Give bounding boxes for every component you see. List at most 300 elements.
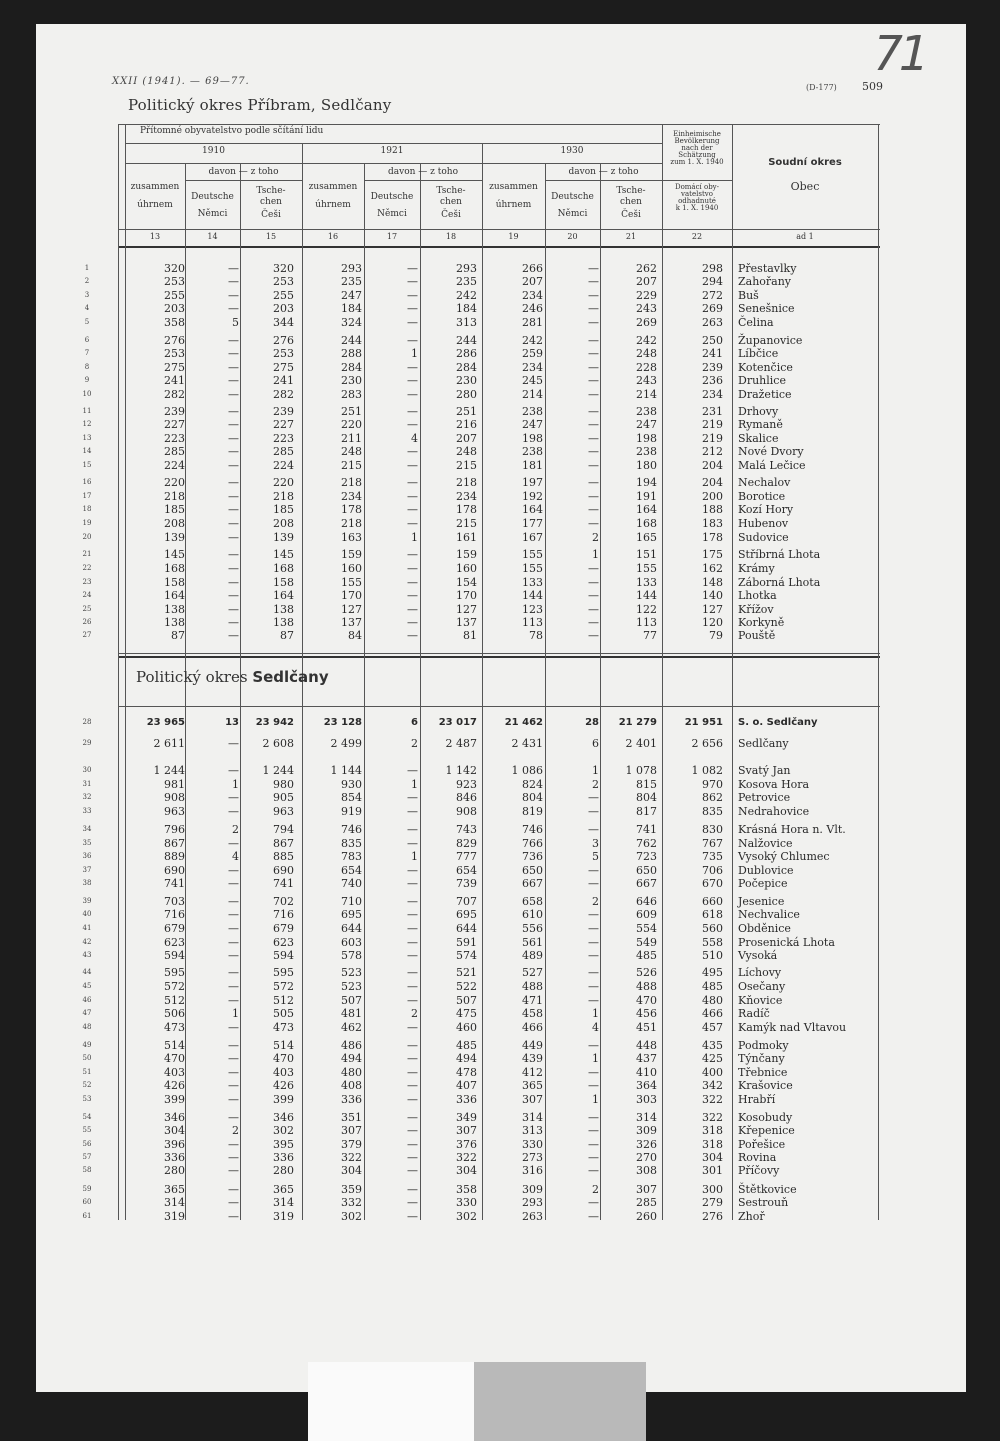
total-1910-cell: 275	[164, 361, 185, 374]
german-1930-cell: —	[588, 589, 599, 602]
tsche-label-1910: Tsche-	[256, 186, 286, 196]
estimate-1940-cell: 175	[702, 548, 723, 561]
table-row	[0, 837, 1000, 850]
row-number-cell: 15	[82, 461, 92, 469]
municipality-cell: Druhlice	[738, 374, 786, 387]
german-1930-cell: 2	[592, 531, 599, 544]
row-number-cell: 21	[82, 550, 92, 558]
german-1910-cell: —	[228, 864, 239, 877]
german-1930-cell: —	[588, 823, 599, 836]
czech-1921-cell: 695	[456, 908, 477, 921]
row-number-cell: 12	[82, 420, 92, 428]
total-1930-cell: 819	[522, 805, 543, 818]
chen-label-1910: chen	[260, 197, 282, 207]
table-row	[0, 517, 1000, 530]
total-1910-cell: 470	[164, 1052, 185, 1065]
german-1910-cell: —	[228, 908, 239, 921]
german-1910-cell: —	[228, 445, 239, 458]
total-1921-cell: 235	[341, 275, 362, 288]
german-1921-cell: —	[407, 616, 418, 629]
czech-1930-cell: 180	[636, 459, 657, 472]
row-number-cell: 56	[82, 1140, 92, 1148]
total-1921-cell: 332	[341, 1196, 362, 1209]
row-number-cell: 35	[82, 839, 92, 847]
total-1910-cell: 138	[164, 603, 185, 616]
municipality-cell: Nedrahovice	[738, 805, 810, 818]
czech-1930-cell: 488	[636, 980, 657, 993]
german-1921-cell: —	[407, 1066, 418, 1079]
estimate-1940-cell: 298	[702, 262, 723, 275]
table-row	[0, 1111, 1000, 1124]
german-1930-cell: —	[588, 864, 599, 877]
german-1921-cell: —	[407, 275, 418, 288]
table-row	[0, 966, 1000, 979]
row-number-cell: 31	[82, 780, 92, 788]
municipality-cell: Hrabří	[738, 1093, 776, 1106]
estimate-1940-cell: 318	[702, 1124, 723, 1137]
czech-1921-cell: 178	[456, 503, 477, 516]
estimate-header-de: Einheimische Bevölkerung nach der Schätzung zum 1. X. 1940	[670, 130, 724, 166]
total-1921-cell: 740	[341, 877, 362, 890]
german-1930-cell: —	[588, 908, 599, 921]
table-row	[0, 334, 1000, 347]
total-1930-cell: 164	[522, 503, 543, 516]
czech-1910-cell: 963	[273, 805, 294, 818]
total-1930-cell: 177	[522, 517, 543, 530]
total-1910-cell: 255	[164, 289, 185, 302]
row-number-cell: 52	[82, 1081, 92, 1089]
czech-1921-cell: 161	[456, 531, 477, 544]
total-1930-cell: 471	[522, 994, 543, 1007]
german-1910-cell: —	[228, 805, 239, 818]
zusammen-label-1930: zusammen	[489, 182, 538, 192]
german-1910-cell: —	[228, 895, 239, 908]
municipality-cell: Krásná Hora n. Vlt.	[738, 823, 846, 836]
czech-1930-cell: 243	[636, 374, 657, 387]
czech-1930-cell: 723	[636, 850, 657, 863]
czech-1930-cell: 122	[636, 603, 657, 616]
total-1921-cell: 481	[341, 1007, 362, 1020]
german-1910-cell: —	[228, 418, 239, 431]
municipality-cell: Přestavlky	[738, 262, 797, 275]
german-1921-cell: —	[407, 334, 418, 347]
municipality-cell: Borotice	[738, 490, 786, 503]
row-number-cell: 48	[82, 1023, 92, 1031]
czech-1930-cell: 309	[636, 1124, 657, 1137]
german-1921-cell: 2	[411, 1007, 418, 1020]
total-1910-cell: 981	[164, 778, 185, 791]
czech-1921-cell: 230	[456, 374, 477, 387]
row-number-cell: 18	[82, 505, 92, 513]
german-1921-cell: 1	[411, 850, 418, 863]
total-1910-cell: 594	[164, 949, 185, 962]
total-1921-cell: 155	[341, 576, 362, 589]
czech-1910-cell: 319	[273, 1210, 294, 1223]
total-1930-cell: 155	[522, 562, 543, 575]
table-row	[0, 275, 1000, 288]
german-1921-cell: —	[407, 490, 418, 503]
czech-1921-cell: 358	[456, 1183, 477, 1196]
total-1930-cell: 650	[522, 864, 543, 877]
estimate-1940-cell: 830	[702, 823, 723, 836]
total-1930-cell: 281	[522, 316, 543, 329]
estimate-1940-cell: 767	[702, 837, 723, 850]
estimate-divider	[663, 180, 732, 181]
german-1910-cell: —	[228, 616, 239, 629]
czech-1921-cell: 707	[456, 895, 477, 908]
total-1910-cell: 889	[164, 850, 185, 863]
total-1921-cell: 302	[341, 1210, 362, 1223]
czech-1921-cell: 234	[456, 490, 477, 503]
czech-1921-cell: 215	[456, 517, 477, 530]
estimate-1940-cell: 200	[702, 490, 723, 503]
total-1930-cell: 365	[522, 1079, 543, 1092]
total-1930-cell: 561	[522, 936, 543, 949]
german-1930-cell: —	[588, 316, 599, 329]
czech-1921-cell: 248	[456, 445, 477, 458]
table-top-rule	[118, 124, 880, 125]
total-1910-cell: 164	[164, 589, 185, 602]
row-number-cell: 39	[82, 897, 92, 905]
total-1930-cell: 242	[522, 334, 543, 347]
municipality-cell: Skalice	[738, 432, 779, 445]
municipality-cell: Příčovy	[738, 1164, 780, 1177]
total-1930-cell: 2 431	[511, 737, 543, 750]
german-1910-cell: 2	[232, 823, 239, 836]
municipality-cell: Osečany	[738, 980, 786, 993]
estimate-1940-cell: 219	[702, 432, 723, 445]
total-1921-cell: 480	[341, 1066, 362, 1079]
header-thick-rule	[118, 246, 880, 248]
czech-1921-cell: 654	[456, 864, 477, 877]
pencil-page-note: 71	[866, 26, 932, 82]
row-number-cell: 44	[82, 968, 92, 976]
total-1930-cell: 293	[522, 1196, 543, 1209]
total-1921-cell: 746	[341, 823, 362, 836]
german-1921-cell: 1	[411, 531, 418, 544]
czech-1921-cell: 460	[456, 1021, 477, 1034]
estimate-1940-cell: 1 082	[691, 764, 723, 777]
czech-1910-cell: 220	[273, 476, 294, 489]
czech-1921-cell: 218	[456, 476, 477, 489]
german-1910-cell: 2	[232, 1124, 239, 1137]
total-1921-cell: 288	[341, 347, 362, 360]
table-row	[0, 737, 1000, 750]
estimate-1940-cell: 510	[702, 949, 723, 962]
czech-1921-cell: 302	[456, 1210, 477, 1223]
total-1910-cell: 399	[164, 1093, 185, 1106]
czech-1910-cell: 395	[273, 1138, 294, 1151]
municipality-cell: Záborná Lhota	[738, 576, 821, 589]
czech-1910-cell: 218	[273, 490, 294, 503]
czech-1930-cell: 214	[636, 388, 657, 401]
estimate-1940-cell: 188	[702, 503, 723, 516]
total-1930-cell: 1 086	[511, 764, 543, 777]
total-1930-cell: 234	[522, 361, 543, 374]
czech-1910-cell: 512	[273, 994, 294, 1007]
total-1921-cell: 322	[341, 1151, 362, 1164]
german-1910-cell: —	[228, 1151, 239, 1164]
german-1910-cell: —	[228, 562, 239, 575]
czech-1930-cell: 1 078	[625, 764, 657, 777]
czech-1921-cell: 522	[456, 980, 477, 993]
table-row	[0, 361, 1000, 374]
total-1921-cell: 284	[341, 361, 362, 374]
czech-1930-cell: 21 279	[618, 717, 657, 728]
estimate-1940-cell: 276	[702, 1210, 723, 1223]
german-1930-cell: —	[588, 980, 599, 993]
german-1921-cell: —	[407, 922, 418, 935]
municipality-cell: Nové Dvory	[738, 445, 804, 458]
davon-rule-1910	[185, 180, 302, 181]
year-rule	[125, 143, 662, 144]
german-1930-cell: —	[588, 405, 599, 418]
german-1921-cell: —	[407, 589, 418, 602]
czech-1930-cell: 470	[636, 994, 657, 1007]
row-number-cell: 9	[84, 376, 90, 384]
czech-1910-cell: 344	[273, 316, 294, 329]
german-1910-cell: —	[228, 791, 239, 804]
german-1930-cell: —	[588, 334, 599, 347]
german-1921-cell: —	[407, 764, 418, 777]
estimate-1940-cell: 862	[702, 791, 723, 804]
total-1921-cell: 919	[341, 805, 362, 818]
row-number-cell: 23	[82, 578, 92, 586]
total-1921-cell: 1 144	[330, 764, 362, 777]
section-title: Politický okres Sedlčany	[136, 668, 329, 686]
german-1921-cell: —	[407, 949, 418, 962]
table-row	[0, 1164, 1000, 1177]
estimate-1940-cell: 560	[702, 922, 723, 935]
czech-1910-cell: 403	[273, 1066, 294, 1079]
german-1930-cell: —	[588, 476, 599, 489]
czech-1910-cell: 87	[280, 629, 294, 642]
total-1910-cell: 253	[164, 347, 185, 360]
czech-1910-cell: 867	[273, 837, 294, 850]
total-1930-cell: 527	[522, 966, 543, 979]
czech-1930-cell: 198	[636, 432, 657, 445]
total-1921-cell: 523	[341, 980, 362, 993]
german-1910-cell: —	[228, 1164, 239, 1177]
czech-1930-cell: 164	[636, 503, 657, 516]
german-1930-cell: —	[588, 1210, 599, 1223]
german-1910-cell: —	[228, 1183, 239, 1196]
czech-1921-cell: 286	[456, 347, 477, 360]
municipality-cell: Nechvalice	[738, 908, 800, 921]
row-number-cell: 13	[82, 434, 92, 442]
table-row	[0, 1151, 1000, 1164]
german-1930-cell: —	[588, 517, 599, 530]
municipality-cell: Prosenická Lhota	[738, 936, 835, 949]
czech-1910-cell: 280	[273, 1164, 294, 1177]
total-1930-cell: 245	[522, 374, 543, 387]
german-1921-cell: —	[407, 316, 418, 329]
cesi-label-1921: Češi	[441, 210, 461, 220]
czech-1930-cell: 804	[636, 791, 657, 804]
german-1910-cell: 1	[232, 778, 239, 791]
german-1921-cell: —	[407, 877, 418, 890]
total-1910-cell: 796	[164, 823, 185, 836]
czech-1910-cell: 203	[273, 302, 294, 315]
german-1930-cell: —	[588, 603, 599, 616]
estimate-1940-cell: 558	[702, 936, 723, 949]
czech-1910-cell: 158	[273, 576, 294, 589]
total-1910-cell: 253	[164, 275, 185, 288]
german-1930-cell: 3	[592, 837, 599, 850]
czech-1921-cell: 313	[456, 316, 477, 329]
total-1930-cell: 259	[522, 347, 543, 360]
municipality-cell: Sedlčany	[738, 737, 789, 750]
total-1930-cell: 78	[529, 629, 543, 642]
total-1921-cell: 603	[341, 936, 362, 949]
german-1921-cell: —	[407, 576, 418, 589]
german-1910-cell: —	[228, 1093, 239, 1106]
estimate-1940-cell: 120	[702, 616, 723, 629]
total-1910-cell: 512	[164, 994, 185, 1007]
german-1921-cell: —	[407, 388, 418, 401]
german-1910-cell: —	[228, 603, 239, 616]
total-1921-cell: 494	[341, 1052, 362, 1065]
czech-1930-cell: 451	[636, 1021, 657, 1034]
row-number-cell: 17	[82, 492, 92, 500]
german-1910-cell: —	[228, 275, 239, 288]
estimate-1940-cell: 212	[702, 445, 723, 458]
estimate-1940-cell: 495	[702, 966, 723, 979]
czech-1910-cell: 594	[273, 949, 294, 962]
german-1930-cell: —	[588, 418, 599, 431]
german-1910-cell: —	[228, 432, 239, 445]
row-number-cell: 57	[82, 1153, 92, 1161]
municipality-cell: Kotenčice	[738, 361, 793, 374]
czech-1921-cell: 777	[456, 850, 477, 863]
czech-1921-cell: 829	[456, 837, 477, 850]
german-1930-cell: —	[588, 877, 599, 890]
estimate-1940-cell: 204	[702, 459, 723, 472]
total-1930-cell: 412	[522, 1066, 543, 1079]
municipality-cell: Pořešice	[738, 1138, 786, 1151]
table-row	[0, 877, 1000, 890]
municipality-cell: Kosova Hora	[738, 778, 810, 791]
german-1910-cell: —	[228, 302, 239, 315]
municipality-cell: Korkyně	[738, 616, 785, 629]
czech-1910-cell: 885	[273, 850, 294, 863]
czech-1921-cell: 307	[456, 1124, 477, 1137]
czech-1930-cell: 364	[636, 1079, 657, 1092]
table-row	[0, 1079, 1000, 1092]
municipality-cell: Štětkovice	[738, 1183, 797, 1196]
total-1910-cell: 867	[164, 837, 185, 850]
german-1921-cell: —	[407, 476, 418, 489]
row-number-cell: 19	[82, 519, 92, 527]
total-1910-cell: 623	[164, 936, 185, 949]
municipality-cell: Krámy	[738, 562, 775, 575]
table-row	[0, 388, 1000, 401]
czech-1921-cell: 170	[456, 589, 477, 602]
zusammen-label-1910: zusammen	[130, 182, 180, 192]
german-1930-cell: —	[588, 562, 599, 575]
total-1921-cell: 507	[341, 994, 362, 1007]
german-1930-cell: —	[588, 459, 599, 472]
czech-1930-cell: 194	[636, 476, 657, 489]
row-number-cell: 60	[82, 1198, 92, 1206]
total-1930-cell: 273	[522, 1151, 543, 1164]
german-1921-cell: —	[407, 548, 418, 561]
table-row	[0, 980, 1000, 993]
total-1921-cell: 84	[348, 629, 362, 642]
czech-1930-cell: 262	[636, 262, 657, 275]
section-a-thick-rule	[118, 656, 880, 658]
czech-1910-cell: 690	[273, 864, 294, 877]
german-1930-cell: —	[588, 966, 599, 979]
estimate-1940-cell: 322	[702, 1111, 723, 1124]
czech-1930-cell: 437	[636, 1052, 657, 1065]
section-b-top-rule	[118, 706, 880, 707]
czech-1930-cell: 248	[636, 347, 657, 360]
total-1910-cell: 396	[164, 1138, 185, 1151]
czech-1921-cell: 478	[456, 1066, 477, 1079]
czech-1910-cell: 302	[273, 1124, 294, 1137]
table-row	[0, 302, 1000, 315]
german-1930-cell: —	[588, 1138, 599, 1151]
german-1930-cell: —	[588, 576, 599, 589]
total-1910-cell: 514	[164, 1039, 185, 1052]
total-1910-cell: 572	[164, 980, 185, 993]
czech-1910-cell: 905	[273, 791, 294, 804]
german-1921-cell: 6	[411, 717, 418, 728]
czech-1921-cell: 160	[456, 562, 477, 575]
row-number-cell: 43	[82, 951, 92, 959]
row-number-cell: 42	[82, 938, 92, 946]
czech-1921-cell: 251	[456, 405, 477, 418]
german-1930-cell: 6	[592, 737, 599, 750]
czech-1910-cell: 470	[273, 1052, 294, 1065]
table-row	[0, 994, 1000, 1007]
total-1921-cell: 304	[341, 1164, 362, 1177]
czech-1921-cell: 494	[456, 1052, 477, 1065]
total-1910-cell: 285	[164, 445, 185, 458]
total-1921-cell: 184	[341, 302, 362, 315]
municipality-cell: Nalžovice	[738, 837, 793, 850]
czech-1910-cell: 320	[273, 262, 294, 275]
row-number-cell: 59	[82, 1185, 92, 1193]
czech-1910-cell: 223	[273, 432, 294, 445]
german-1921-cell: —	[407, 562, 418, 575]
czech-1930-cell: 307	[636, 1183, 657, 1196]
german-1910-cell: —	[228, 361, 239, 374]
german-1921-cell: —	[407, 1021, 418, 1034]
estimate-1940-cell: 342	[702, 1079, 723, 1092]
total-1921-cell: 127	[341, 603, 362, 616]
german-1910-cell: —	[228, 837, 239, 850]
total-1930-cell: 133	[522, 576, 543, 589]
row-number-cell: 4	[84, 304, 90, 312]
czech-1930-cell: 144	[636, 589, 657, 602]
german-1910-cell: —	[228, 1138, 239, 1151]
german-1921-cell: 1	[411, 778, 418, 791]
german-1910-cell: —	[228, 517, 239, 530]
czech-1921-cell: 336	[456, 1093, 477, 1106]
czech-1930-cell: 326	[636, 1138, 657, 1151]
czech-1910-cell: 255	[273, 289, 294, 302]
column-number-4: 16	[327, 232, 339, 241]
total-1910-cell: 963	[164, 805, 185, 818]
estimate-1940-cell: 183	[702, 517, 723, 530]
row-number-cell: 29	[82, 739, 92, 747]
year-1921: 1921	[380, 146, 404, 156]
column-number-10: 22	[691, 232, 703, 241]
estimate-1940-cell: 480	[702, 994, 723, 1007]
german-1921-cell: —	[407, 289, 418, 302]
